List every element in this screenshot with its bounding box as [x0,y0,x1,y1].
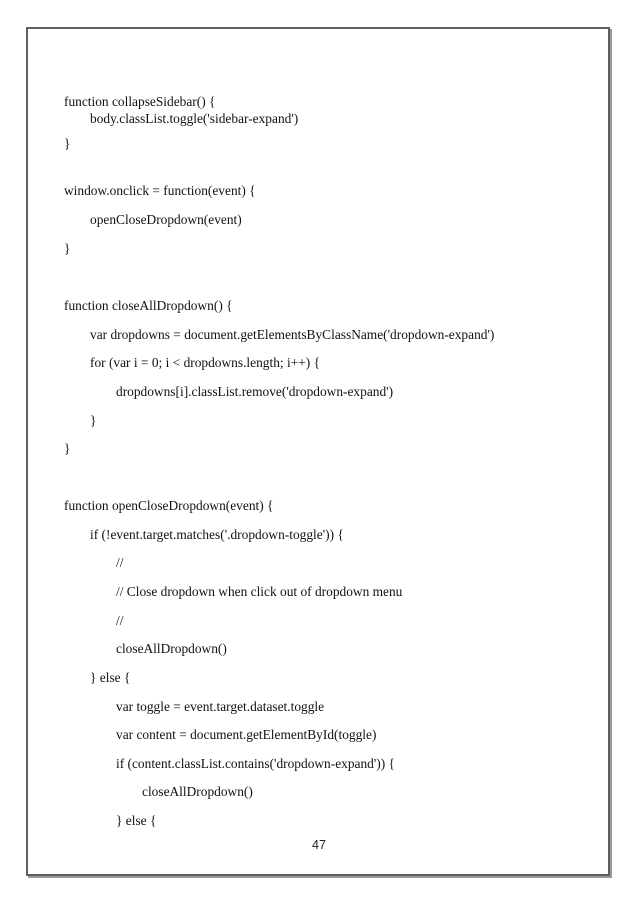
code-line: } else { [116,813,157,828]
code-line: function closeAllDropdown() { [64,298,233,313]
code-line: var dropdowns = document.getElementsByClassName('dropdown-expand') [90,327,495,342]
code-line: openCloseDropdown(event) [90,212,242,227]
code-line: if (content.classList.contains('dropdown-expand')) { [116,756,395,771]
code-line: // Close dropdown when click out of dropdown menu [116,584,403,599]
page-number: 47 [312,838,326,852]
code-line: } [90,413,97,428]
code-line: } [64,241,71,256]
code-line: if (!event.target.matches('.dropdown-toggle')) { [90,527,344,542]
code-line: // [116,613,124,628]
code-line: var content = document.getElementById(toggle) [116,727,377,742]
code-line: dropdowns[i].classList.remove('dropdown-expand') [116,384,394,399]
code-line: // [116,555,124,570]
page-frame [26,27,610,876]
code-line: window.onclick = function(event) { [64,183,256,198]
code-line: } else { [90,670,131,685]
code-line: closeAllDropdown() [142,784,253,799]
code-line: closeAllDropdown() [116,641,227,656]
code-line: function openCloseDropdown(event) { [64,498,274,513]
code-line: function collapseSidebar() { [64,94,216,109]
code-line: } [64,136,71,151]
code-line: } [64,441,71,456]
code-line: var toggle = event.target.dataset.toggle [116,699,325,714]
code-line: body.classList.toggle('sidebar-expand') [90,111,299,126]
code-line: for (var i = 0; i < dropdowns.length; i++) { [90,355,321,370]
